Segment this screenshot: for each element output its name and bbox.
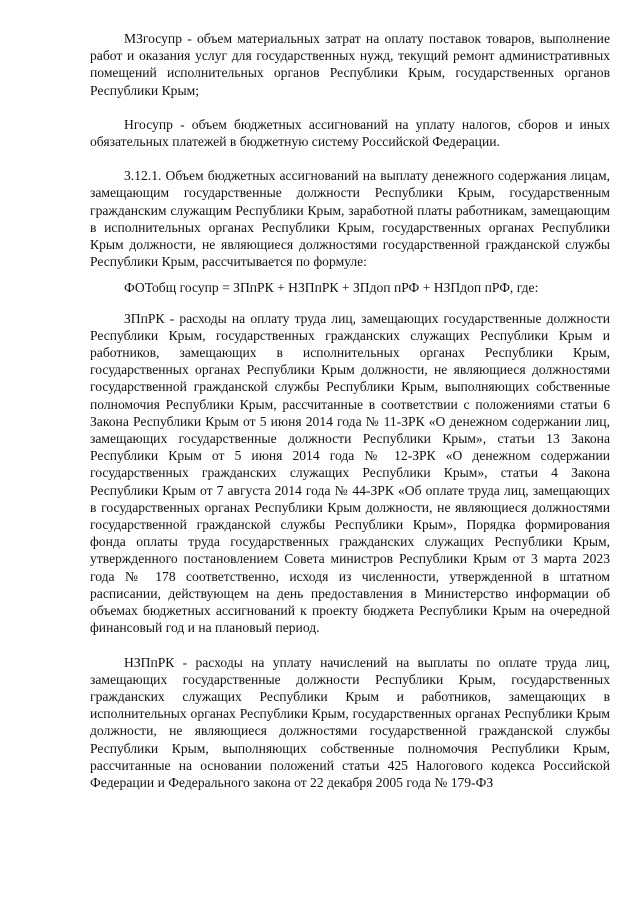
paragraph-n-gosupr: Нгосупр - объем бюджетных ассигнований на уплату налогов, сборов и иных обязательных платежей в бюджетную систему Российской Федерации. [90,116,610,150]
paragraph-section-3-12-1: 3.12.1. Объем бюджетных ассигнований на выплату денежного содержания лицам, замещающим государственные должности Республики Крым, государственным гражданским служащим Республики Крым, заработной платы работникам, замещающим в исполнительных органах Республики Крым, государственных органах Республики Крым должности, не являющиеся должностями государственной гражданской службы Республики Крым, рассчитывается по формуле: [90,168,610,270]
paragraph-nzp-prk: НЗПпРК - расходы на уплату начислений на выплаты по оплате труда лиц, замещающих государственные должности Республики Крым, государственных гражданских служащих Республики Крым и работников, замещающих в исполнительных органах Республики Крым, государственных органах Республики Крым должности, не являющиеся должностями государственной гражданской службы Республики Крым, выполняющих собственные полномочия Республики Крым, рассчитанные на основании положений статьи 425 Налогового кодекса Российской Федерации и Федерального закона от 22 декабря 2005 года № 179-ФЗ [90,654,610,790]
paragraph-gap [90,297,610,310]
paragraph-gap [90,99,610,116]
paragraph-mz-gosupr: МЗгосупр - объем материальных затрат на оплату поставок товаров, выполнение работ и оказания услуг для государственных нужд, текущий ремонт административных помещений исполнительных органов Республики Крым, государственных органов Республики Крым; [90,31,610,98]
paragraph-gap [90,270,610,279]
formula-fot-obsch: ФОТобщ госупр = ЗПпРК + НЗПпРК + ЗПдоп пРФ + НЗПдоп пРФ, где: [124,280,539,296]
paragraph-gap [90,637,610,654]
paragraph-zp-prk: ЗПпРК - расходы на оплату труда лиц, замещающих государственные должности Республики Крым, государственных гражданских служащих Республики Крым и работников, замещающих в исполнительных органах Республики Крым, государственных органах Республики Крым должности, не являющиеся должностями государственной гражданской службы Республики Крым, выполняющих собственные полномочия Республики Крым, рассчитанные в соответствии с положениями статьи 6 Закона Республики Крым от 5 июня 2014 года № 11-ЗРК «О денежном содержании лиц, замещающих государственные должности Республики Крым», статьи 13 Закона Республики Крым от 5 июня 2014 года № 12-ЗРК «О денежном содержании государственных гражданских служащих Республики Крым», статьи 4 Закона Республики Крым от 7 августа 2014 года № 44-ЗРК «Об оплате труда лиц, замещающих в государственных органах Республики Крым должности, не являющиеся должностями государственной гражданской службы Республики Крым», Порядка формирования фонда оплаты труда государственных гражданских служащих Республики Крым, утвержденного постановлением Совета министров Республики Крым от 3 марта 2023 года № 178 соответственно, исходя из численности, утвержденной в штатном расписании, действующем на день предоставления в Министерство информации об объемах бюджетных ассигнований к проекту бюджета Республики Крым на очередной финансовый год и на плановый период. [90,310,610,636]
document-page [90,30,610,791]
paragraph-gap [90,150,610,167]
